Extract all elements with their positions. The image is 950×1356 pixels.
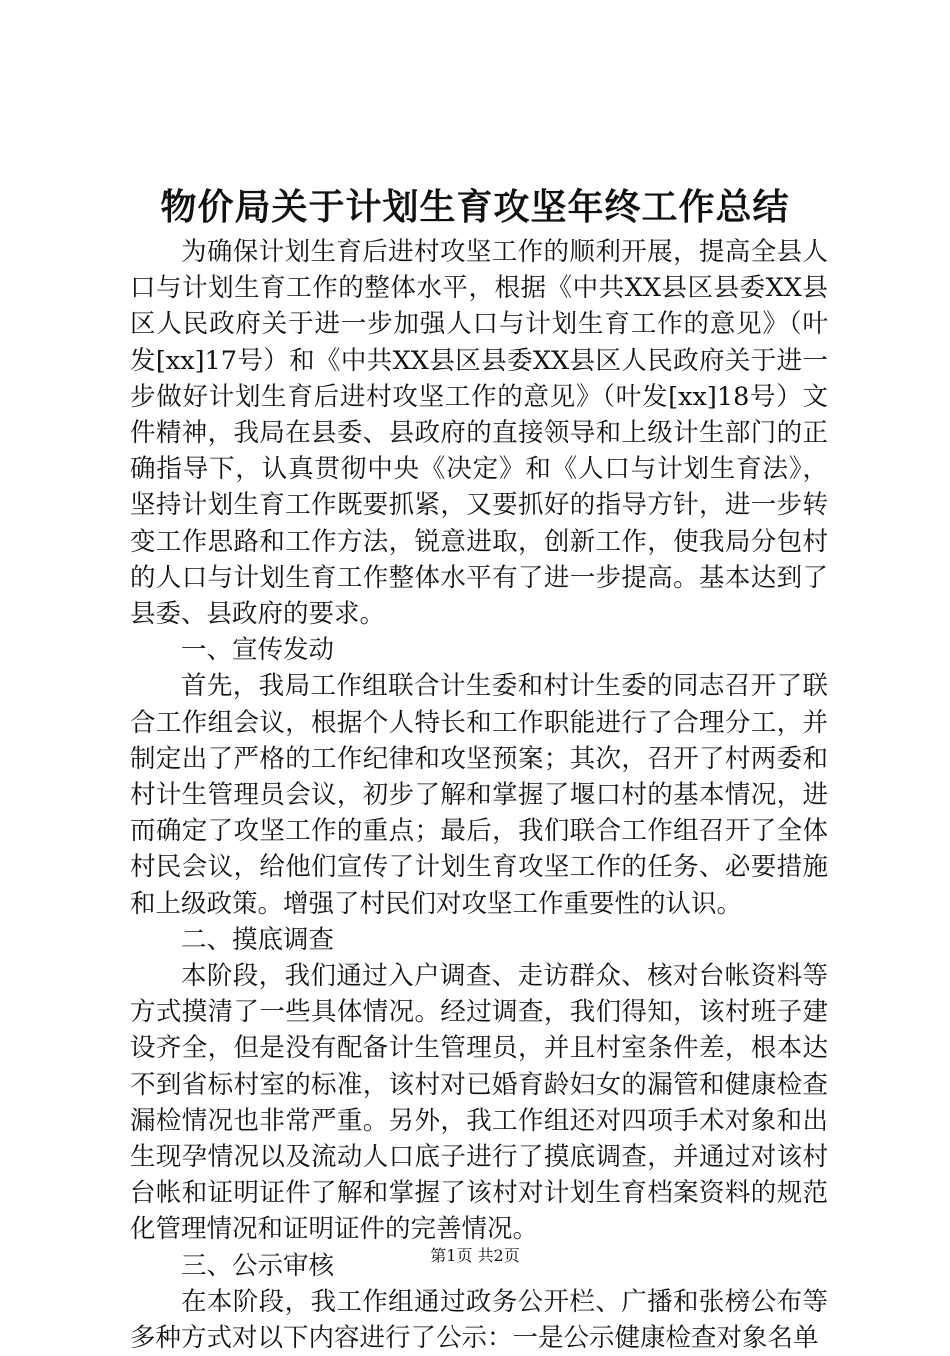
page-number-footer: 第1页 共2页 (430, 1246, 520, 1265)
publicity-paragraph: 首先，我局工作组联合计生委和村计生委的同志召开了联合工作组会议，根据个人特长和工作职能进行了合理分工，并制定出了严格的工作纪律和攻坚预案；其次，召开了村两委和村计生管理员会议，初步了解和掌握了堰口村的基本情况，进而确定了攻坚工作的重点；最后，我们联合工作组召开了全体村民会议，给他们宣传了计划生育攻坚工作的任务、必要措施和上级政策。增强了村民们对攻坚工作重要性的认识。 (130, 671, 828, 919)
survey-paragraph: 本阶段，我们通过入户调查、走访群众、核对台帐资料等方式摸清了一些具体情况。经过调查，我们得知，该村班子建设齐全，但是没有配备计生管理员，并且村室条件差，根本达不到省标村室的标准，该村对已婚育龄妇女的漏管和健康检查漏检情况也非常严重。另外，我工作组还对四项手术对象和出生现孕情况以及流动人口底子进行了摸底调查，并通过对该村台帐和证明证件了解和掌握了该村对计划生育档案资料的规范化管理情况和证明证件的完善情况。 (130, 961, 828, 1245)
section-heading-survey: 二、摸底调查 (181, 924, 335, 955)
section-heading-publicity: 一、宣传发动 (181, 635, 335, 666)
section-heading-review: 三、公示审核 (181, 1250, 335, 1281)
review-paragraph: 在本阶段，我工作组通过政务公开栏、广播和张榜公布等多种方式对以下内容进行了公示：一是公示健康检查对象名单 (130, 1286, 828, 1354)
document-body (130, 234, 828, 1356)
intro-paragraph: 为确保计划生育后进村攻坚工作的顺利开展，提高全县人口与计划生育工作的整体水平，根据《中共XX县区县委XX县区人民政府关于进一步加强人口与计划生育工作的意见》（叶发[xx]17号）和《中共XX县区县委XX县区人民政府关于进一步做好计划生育后进村攻坚工作的意见》（叶发[xx]18号）文件精神，我局在县委、县政府的直接领导和上级计生部门的正确指导下，认真贯彻中央《决定》和《人口与计划生育法》，坚持计划生育工作既要抓紧，又要抓好的指导方针，进一步转变工作思路和工作方法，锐意进取，创新工作，使我局分包村的人口与计划生育工作整体水平有了进一步提高。基本达到了县委、县政府的要求。 (130, 237, 828, 630)
document-title: 物价局关于计划生育攻坚年终工作总结 (160, 187, 790, 228)
